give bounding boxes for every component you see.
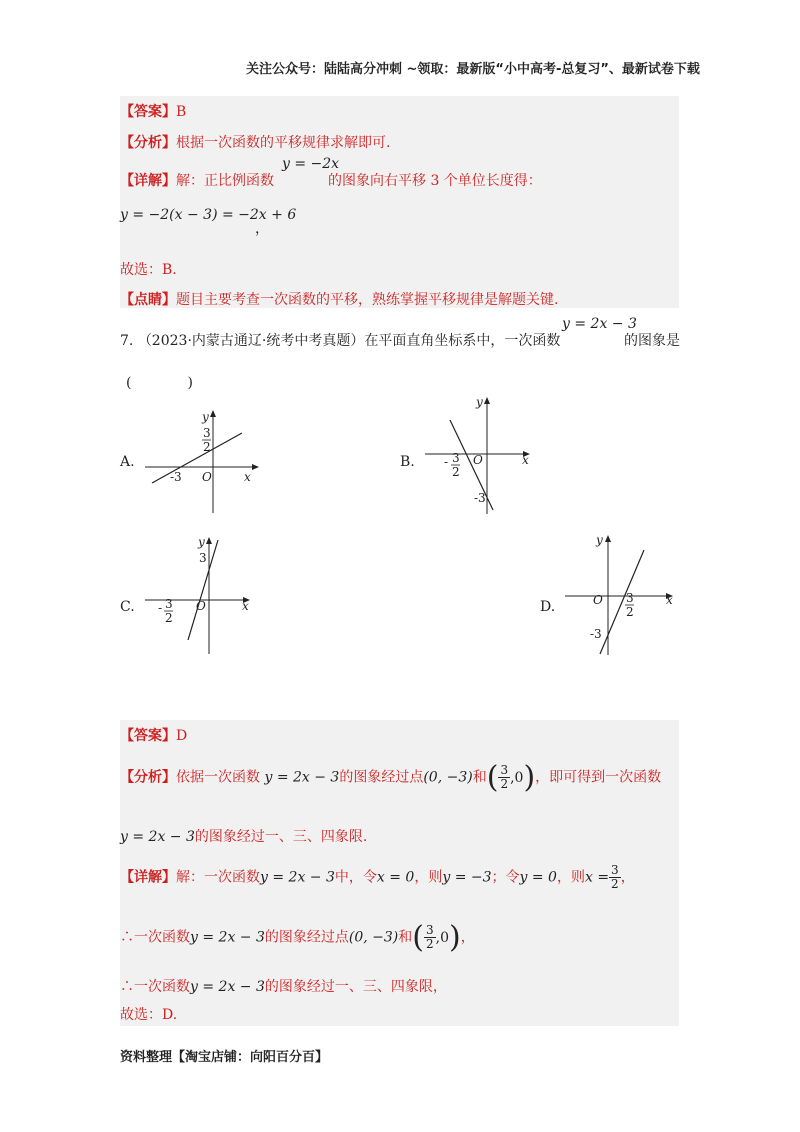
equation: y = −2(x − 3) = −2x + 6 [120, 207, 297, 223]
x-intercept: -3 [170, 470, 182, 484]
answer-block-1 [120, 96, 679, 308]
line4-a: 一次函数 [134, 979, 190, 995]
answer2-tag: 【答案】 [120, 728, 176, 744]
analysis2-tag: 【分析】 [120, 769, 176, 786]
analysis2-b: 的图象经过点 [339, 769, 424, 786]
analysis2-point1: (0, −3) [423, 769, 473, 786]
point2-y: ,0 [510, 769, 524, 786]
detail2-c: ，则 [414, 869, 443, 886]
x-intercept-den: 2 [626, 605, 634, 619]
origin-label: O [196, 599, 206, 613]
origin-label: O [593, 593, 603, 607]
detail2-f: ， [620, 869, 635, 886]
x-intercept-den: 2 [452, 465, 460, 479]
conclusion-1: 故选：B. [120, 262, 177, 278]
detail-formula: y = −2x [282, 156, 340, 172]
x-intercept-num: 3 [626, 591, 634, 605]
detail-line [120, 170, 274, 190]
y-eq-0: y = 0 [519, 869, 557, 886]
y-axis-arrow [206, 537, 212, 544]
therefore-symbol: ∴ [120, 929, 134, 946]
detail-prefix: 解：正比例函数 [176, 173, 274, 189]
x-label: x [666, 593, 673, 607]
question-suffix: 的图象是 [624, 333, 680, 349]
y-label: y [596, 533, 603, 547]
frac-den: 2 [611, 877, 619, 891]
equation-comma: ， [255, 221, 269, 237]
x-intercept-sign: - [444, 455, 449, 469]
line4-formula: y = 2x − 3 [190, 979, 265, 995]
origin-label: O [202, 470, 212, 484]
detail2-e: ，则 [556, 869, 585, 886]
x-intercept-num: 3 [165, 597, 173, 611]
y-axis-arrow [605, 535, 611, 542]
y-label: y [202, 410, 209, 424]
y-label: y [198, 535, 205, 549]
detail2-b: 中，令 [334, 869, 377, 886]
x-label: x [522, 453, 529, 467]
detail2-a: 解：一次函数 [176, 869, 260, 886]
analysis2-line2 [120, 826, 367, 846]
question-text [120, 330, 560, 350]
analysis2-a: 依据一次函数 [176, 769, 260, 786]
option-c-label: C. [120, 599, 135, 615]
x-eq-0: x = 0 [376, 869, 415, 886]
detail2-line [120, 864, 635, 891]
y-intercept: -3 [474, 491, 486, 505]
right-paren: ) [523, 760, 536, 795]
left-paren: ( [412, 920, 424, 955]
line3-point2-y: ,0 [435, 929, 449, 946]
origin-label: O [473, 453, 483, 467]
analysis2-formula-2: y = 2x − 3 [120, 829, 195, 845]
therefore-line-2 [120, 976, 447, 996]
question-formula: y = 2x − 3 [562, 316, 637, 332]
line3-formula: y = 2x − 3 [190, 929, 265, 946]
y-intercept: 3 [199, 551, 207, 565]
analysis-line [120, 132, 390, 152]
answer-line [120, 101, 186, 121]
left-paren: ( [486, 760, 499, 795]
point2-fraction [498, 764, 510, 791]
x-fraction [609, 864, 621, 891]
line3-point1: (0, −3) [348, 929, 399, 946]
detail2-tag: 【详解】 [120, 869, 176, 886]
analysis-text: 根据一次函数的平移规律求解即可. [176, 135, 391, 151]
y-intercept-den: 2 [203, 440, 211, 454]
option-d-graph [560, 530, 685, 658]
page-header: 关注公众号：陆陆高分冲刺 ~领取：最新版“小中高考-总复习”、最新试卷下载 [246, 62, 700, 77]
frac-den: 2 [425, 937, 434, 951]
detail2-d: ；令 [491, 869, 520, 886]
comment-tag: 【点睛】 [120, 292, 176, 308]
question-number: 7. [120, 333, 134, 349]
therefore-symbol-2: ∴ [120, 979, 134, 995]
x-intercept-sign: - [158, 601, 163, 615]
option-b-graph [420, 392, 545, 517]
line3-fraction [424, 924, 436, 951]
answer-tag: 【答案】 [120, 104, 176, 120]
comment-line [120, 289, 558, 309]
conclusion-2: 故选：D. [120, 1007, 178, 1023]
frac-num: 3 [425, 923, 434, 937]
line3-and: 和 [398, 929, 413, 946]
y-intercept-num: 3 [203, 426, 211, 440]
y-axis-arrow [210, 410, 216, 417]
detail-suffix: 的图象向右平移 3 个单位长度得： [328, 173, 542, 189]
line3-b: 的图象经过点 [264, 929, 349, 946]
comment-text: 题目主要考查一次函数的平移，熟练掌握平移规律是解题关键. [176, 292, 559, 308]
x-eq: x = [584, 869, 610, 886]
analysis2-line [120, 760, 661, 795]
graph-line [152, 433, 242, 483]
analysis2-formula: y = 2x − 3 [264, 769, 340, 786]
right-paren: ) [448, 920, 461, 955]
answer2-line [120, 725, 187, 745]
analysis-tag: 【分析】 [120, 135, 176, 151]
line4-b: 的图象经过一、三、四象限， [264, 979, 447, 995]
analysis2-and: 和 [472, 769, 487, 786]
y-axis-arrow [484, 397, 490, 404]
line3-c: ， [460, 929, 475, 946]
frac-num: 3 [500, 763, 509, 777]
x-intercept-num: 3 [452, 451, 460, 465]
analysis2-c: ，即可得到一次函数 [535, 769, 662, 786]
y-label: y [476, 395, 483, 409]
option-b-label: B. [400, 454, 415, 470]
answer-blank: ( ) [126, 375, 193, 391]
option-a-graph [140, 405, 265, 515]
option-a-label: A. [120, 454, 135, 470]
x-label: x [244, 470, 251, 484]
detail2-formula: y = 2x − 3 [260, 869, 335, 886]
question-source: （2023·内蒙古通辽·统考中考真题）在平面直角坐标系中，一次函数 [137, 333, 561, 349]
therefore-line-1 [120, 920, 475, 955]
frac-den: 2 [500, 777, 509, 791]
page-footer: 资料整理【淘宝店铺：向阳百分百】 [120, 1050, 329, 1065]
answer-value: B [176, 104, 187, 120]
line3-a: 一次函数 [134, 929, 190, 946]
answer2-value: D [176, 728, 188, 744]
x-label: x [242, 599, 249, 613]
y-eq-m3: y = −3 [442, 869, 492, 886]
option-c-graph [140, 532, 265, 657]
detail-tag: 【详解】 [120, 173, 176, 189]
x-axis-arrow [252, 464, 259, 470]
option-d-label: D. [540, 599, 556, 615]
frac-num: 3 [611, 863, 619, 877]
graph-line [600, 550, 644, 654]
analysis2-d: 的图象经过一、三、四象限. [194, 829, 368, 845]
y-intercept: -3 [590, 627, 602, 641]
x-intercept-den: 2 [165, 611, 173, 625]
